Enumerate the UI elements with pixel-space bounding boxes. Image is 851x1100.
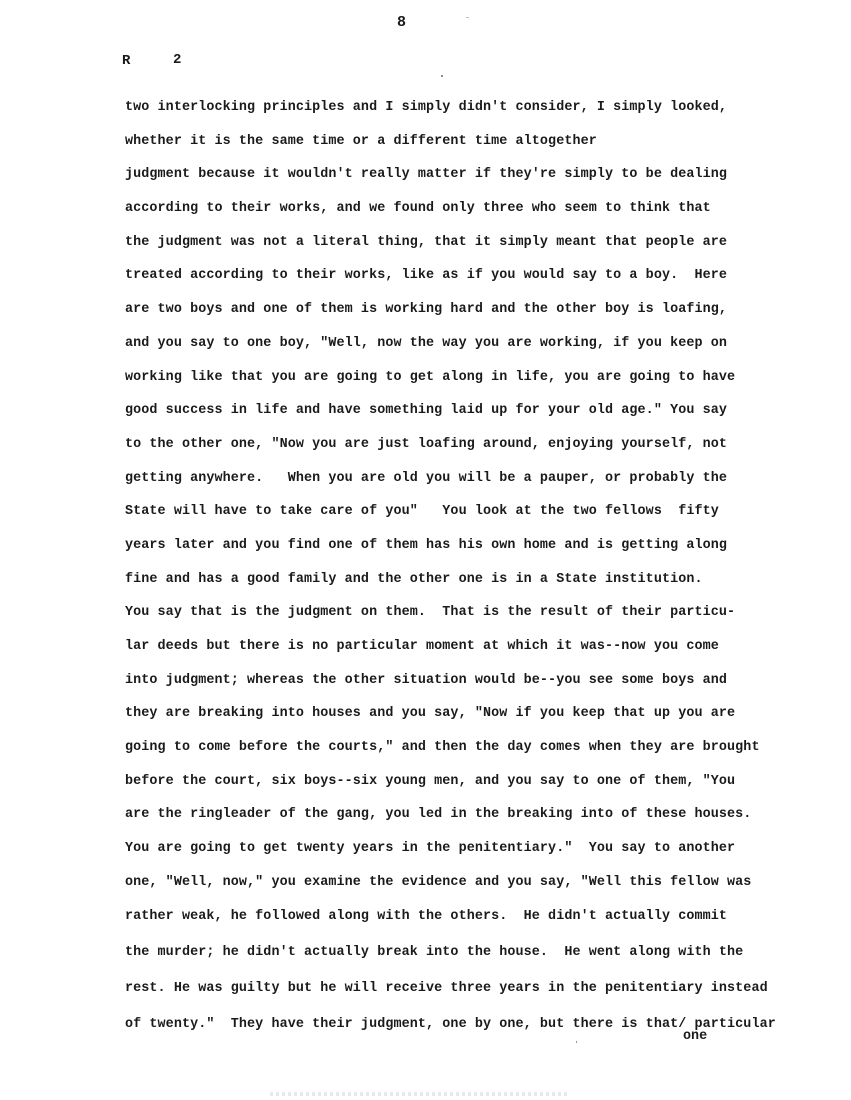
scan-artifact <box>270 1092 570 1096</box>
text-line: one, "Well, now," you examine the evidence and you say, "Well this fellow was <box>125 874 752 890</box>
text-line: the murder; he didn't actually break into the house. He went along with the <box>125 944 744 960</box>
text-line: to the other one, "Now you are just loafing around, enjoying yourself, not <box>125 436 728 452</box>
text-line: and you say to one boy, "Well, now the way you are working, if you keep on <box>125 335 728 351</box>
page-number: 8 <box>397 14 407 31</box>
text-line: lar deeds but there is no particular moment at which it was--now you come <box>125 639 719 654</box>
text-line: State will have to take care of you" You look at the two fellows fifty <box>125 504 719 520</box>
body-text <box>125 96 805 1046</box>
scan-speck <box>466 17 469 18</box>
text-line: are the ringleader of the gang, you led in the breaking into of these houses. <box>125 807 752 823</box>
text-line: rather weak, he followed along with the others. He didn't actually commit <box>125 908 728 924</box>
text-line: going to come before the courts," and then the day comes when they are brought <box>125 740 760 756</box>
text-line: years later and you find one of them has his own home and is getting along <box>125 537 728 553</box>
text-line: You are going to get twenty years in the penitentiary." You say to another <box>125 841 736 857</box>
text-line: into judgment; whereas the other situation would be--you see some boys and <box>125 672 728 688</box>
interlinear-insertion: one <box>683 1029 708 1044</box>
text-line: judgment because it wouldn't really matter if they're simply to be dealing <box>125 167 728 183</box>
text-line: You say that is the judgment on them. That is the result of their particu- <box>125 605 736 621</box>
text-line: they are breaking into houses and you say, "Now if you keep that up you are <box>125 706 736 722</box>
text-line: getting anywhere. When you are old you will be a pauper, or probably the <box>125 470 728 486</box>
text-line: fine and has a good family and the other one is in a State institution. <box>125 571 703 587</box>
scan-speck <box>576 1041 577 1043</box>
text-line: the judgment was not a literal thing, that it simply meant that people are <box>125 234 728 250</box>
scan-speck <box>441 75 443 77</box>
header-number: 2 <box>173 52 182 68</box>
text-line: good success in life and have something laid up for your old age." You say <box>125 403 728 419</box>
text-line: treated according to their works, like as if you would say to a boy. Here <box>125 268 728 284</box>
text-line: of twenty." They have their judgment, one by one, but there is that/ particular <box>125 1016 776 1032</box>
text-line: are two boys and one of them is working hard and the other boy is loafing, <box>125 302 728 318</box>
header-label: R <box>122 53 131 69</box>
text-line: before the court, six boys--six young men, and you say to one of them, "You <box>125 773 736 789</box>
text-line: according to their works, and we found only three who seem to think that <box>125 201 711 217</box>
text-line: two interlocking principles and I simply didn't consider, I simply looked, <box>125 100 728 115</box>
text-line: working like that you are going to get along in life, you are going to have <box>125 369 736 385</box>
text-line: rest. He was guilty but he will receive three years in the penitentiary instead <box>125 980 768 996</box>
text-line: whether it is the same time or a different time altogether <box>125 133 597 149</box>
